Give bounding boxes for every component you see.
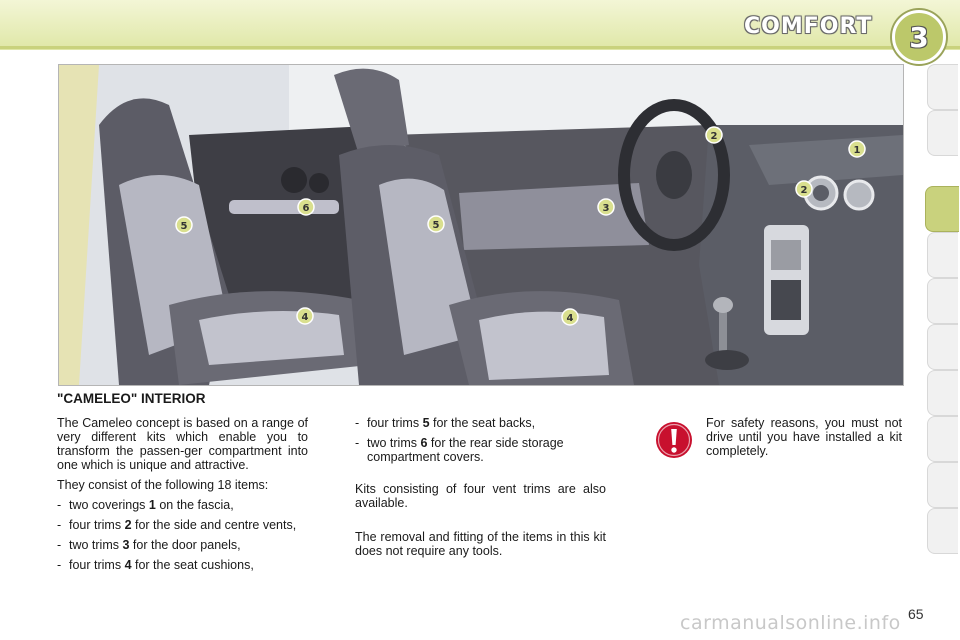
section-title: "CAMELEO" INTERIOR — [57, 391, 206, 406]
list-item: - four trims 4 for the seat cushions, — [57, 558, 254, 572]
kits-paragraph: Kits consisting of four vent trims are also available. — [355, 482, 606, 510]
callout-3 — [598, 199, 614, 215]
callout-2 — [706, 127, 722, 143]
chapter-tab[interactable] — [927, 232, 958, 278]
watermark: carmanualsonline.info — [680, 612, 901, 634]
intro-paragraph: The Cameleo concept is based on a range of very different kits which enable you to transform the passen-ger compartment into one which is unique and attractive. — [57, 416, 308, 472]
svg-text:2: 2 — [800, 185, 808, 196]
list-item: - two coverings 1 on the fascia, — [57, 498, 234, 512]
interior-illustration — [58, 64, 904, 386]
list-item: - four trims 5 for the seat backs, — [355, 416, 536, 430]
chapter-number: 3 — [909, 20, 929, 54]
items-list — [57, 498, 308, 572]
callout-5 — [428, 216, 444, 232]
callout-4 — [562, 309, 578, 325]
header-rule — [0, 46, 960, 49]
svg-text:1: 1 — [853, 145, 861, 156]
svg-text:5: 5 — [432, 220, 440, 231]
callout-5 — [176, 217, 192, 233]
chapter-tab[interactable] — [927, 370, 958, 416]
list-item: - two trims 3 for the door panels, — [57, 538, 241, 552]
svg-text:4: 4 — [301, 312, 309, 323]
list-item: - four trims 2 for the side and centre vents, — [57, 518, 297, 532]
chapter-tab[interactable] — [927, 278, 958, 324]
chapter-tabs — [927, 64, 960, 574]
callout-1 — [849, 141, 865, 157]
items-list-continued — [355, 416, 606, 464]
callout-6 — [298, 199, 314, 215]
chapter-tab[interactable] — [927, 416, 958, 462]
exclamation-warning-icon — [655, 421, 693, 459]
chapter-tab[interactable] — [927, 462, 958, 508]
svg-text:6: 6 — [302, 203, 310, 214]
svg-text:5: 5 — [180, 221, 188, 232]
chapter-title: COMFORT — [744, 14, 873, 39]
chapter-tab[interactable] — [927, 110, 958, 156]
chapter-tab[interactable] — [927, 324, 958, 370]
removal-paragraph: The removal and fitting of the items in this kit does not require any tools. — [355, 530, 606, 558]
list-intro: They consist of the following 18 items: — [57, 478, 269, 492]
svg-text:3: 3 — [602, 203, 610, 214]
callout-2 — [796, 181, 812, 197]
chapter-tab[interactable] — [927, 64, 958, 110]
chapter-tab-active[interactable] — [925, 186, 959, 232]
text-column-2 — [355, 416, 606, 564]
callout-4 — [297, 308, 313, 324]
page-number: 65 — [908, 606, 924, 622]
svg-text:4: 4 — [566, 313, 574, 324]
text-column-1 — [57, 416, 308, 578]
list-item: - two trims 6 for the rear side storage compartment covers. — [355, 436, 564, 464]
warning-text: For safety reasons, you must not drive until you have installed a kit completely. — [706, 416, 902, 458]
svg-text:2: 2 — [710, 131, 718, 142]
chapter-tab[interactable] — [927, 508, 958, 554]
chapter-number-badge — [892, 10, 946, 64]
car-interior-drawing — [59, 65, 903, 385]
